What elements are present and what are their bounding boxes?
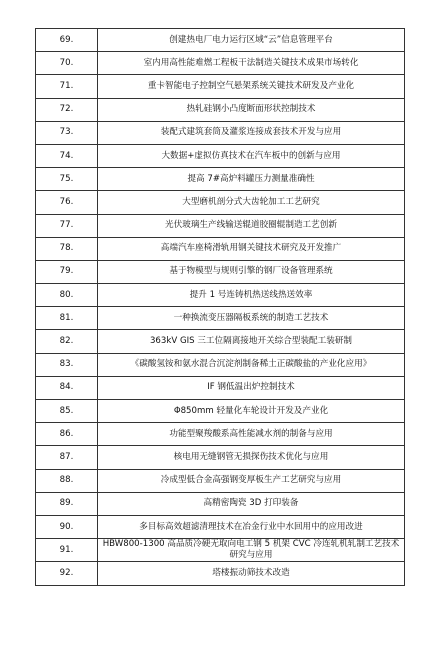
row-number: 71. [36, 75, 98, 98]
project-name: 《碳酸氢铵和氨水混合沉淀剂制备稀土正碳酸盐的产业化应用》 [98, 353, 405, 376]
table-row [36, 191, 405, 214]
table-row [36, 353, 405, 376]
row-number: 84. [36, 376, 98, 399]
row-number: 70. [36, 52, 98, 75]
table-row [36, 515, 405, 538]
row-number: 74. [36, 144, 98, 167]
table-row [36, 423, 405, 446]
table-row [36, 376, 405, 399]
project-name: 363kV GIS 三工位隔离接地开关综合型装配工装研制 [98, 330, 405, 353]
project-name: 室内用高性能难燃工程板干法制造关键技术成果市场转化 [98, 52, 405, 75]
table-row [36, 400, 405, 423]
row-number: 82. [36, 330, 98, 353]
table-row [36, 144, 405, 167]
table-row [36, 260, 405, 283]
project-name: 装配式建筑套筒及灌浆连接成套技术开发与应用 [98, 121, 405, 144]
project-name: 重卡智能电子控制空气悬架系统关键技术研发及产业化 [98, 75, 405, 98]
row-number: 91. [36, 539, 98, 562]
project-name: 大型磨机剖分式大齿轮加工工艺研究 [98, 191, 405, 214]
table-row [36, 121, 405, 144]
row-number: 72. [36, 98, 98, 121]
row-number: 86. [36, 423, 98, 446]
row-number: 85. [36, 400, 98, 423]
row-number: 76. [36, 191, 98, 214]
row-number: 73. [36, 121, 98, 144]
row-number: 89. [36, 492, 98, 515]
table-row [36, 214, 405, 237]
row-number: 87. [36, 446, 98, 469]
row-number: 83. [36, 353, 98, 376]
project-name: 塔楼振动筛技术改造 [98, 562, 405, 585]
table-row [36, 168, 405, 191]
row-number: 90. [36, 515, 98, 538]
table-row [36, 29, 405, 52]
table-row [36, 330, 405, 353]
table-row [36, 492, 405, 515]
project-name: 冷成型低合金高强钢变厚板生产工艺研究与应用 [98, 469, 405, 492]
row-number: 81. [36, 307, 98, 330]
project-name: 高精密陶瓷 3D 打印装备 [98, 492, 405, 515]
project-name: 核电用无缝钢管无损探伤技术优化与应用 [98, 446, 405, 469]
project-name: 提高 7#高炉料罐压力测量准确性 [98, 168, 405, 191]
row-number: 80. [36, 284, 98, 307]
row-number: 79. [36, 260, 98, 283]
project-name: HBW800-1300 高品质冷硬无取向电工钢 5 机架 CVC 冷连轧机轧制工艺技术研究与应用 [98, 539, 405, 562]
row-number: 77. [36, 214, 98, 237]
table-row [36, 284, 405, 307]
project-name: 热轧硅钢小凸度断面形状控制技术 [98, 98, 405, 121]
project-list-body [36, 29, 405, 586]
project-name: Φ850mm 轻量化车轮设计开发及产业化 [98, 400, 405, 423]
row-number: 75. [36, 168, 98, 191]
table-row [36, 75, 405, 98]
project-name: IF 钢低温出炉控制技术 [98, 376, 405, 399]
project-name: 提升 1 号连铸机热送线热送效率 [98, 284, 405, 307]
table-row [36, 52, 405, 75]
row-number: 78. [36, 237, 98, 260]
project-name: 光伏玻璃生产线输送辊道胶圈辊制造工艺创新 [98, 214, 405, 237]
table-row [36, 446, 405, 469]
table-row [36, 469, 405, 492]
table-row [36, 98, 405, 121]
row-number: 92. [36, 562, 98, 585]
table-row [36, 539, 405, 562]
project-list-table [35, 28, 405, 586]
project-name: 多目标高效超滤清理技术在冶金行业中水回用中的应用改进 [98, 515, 405, 538]
project-name: 创建热电厂电力运行区域“云”信息管理平台 [98, 29, 405, 52]
table-row [36, 237, 405, 260]
project-name: 高端汽车座椅滑轨用钢关键技术研究及开发推广 [98, 237, 405, 260]
project-name: 功能型聚羧酸系高性能减水剂的制备与应用 [98, 423, 405, 446]
project-name: 一种换流变压器隔板系统的制造工艺技术 [98, 307, 405, 330]
row-number: 69. [36, 29, 98, 52]
table-row [36, 562, 405, 585]
table-row [36, 307, 405, 330]
row-number: 88. [36, 469, 98, 492]
project-name: 大数据+虚拟仿真技术在汽车板中的创新与应用 [98, 144, 405, 167]
project-name: 基于物模型与规则引擎的钢厂设备管理系统 [98, 260, 405, 283]
